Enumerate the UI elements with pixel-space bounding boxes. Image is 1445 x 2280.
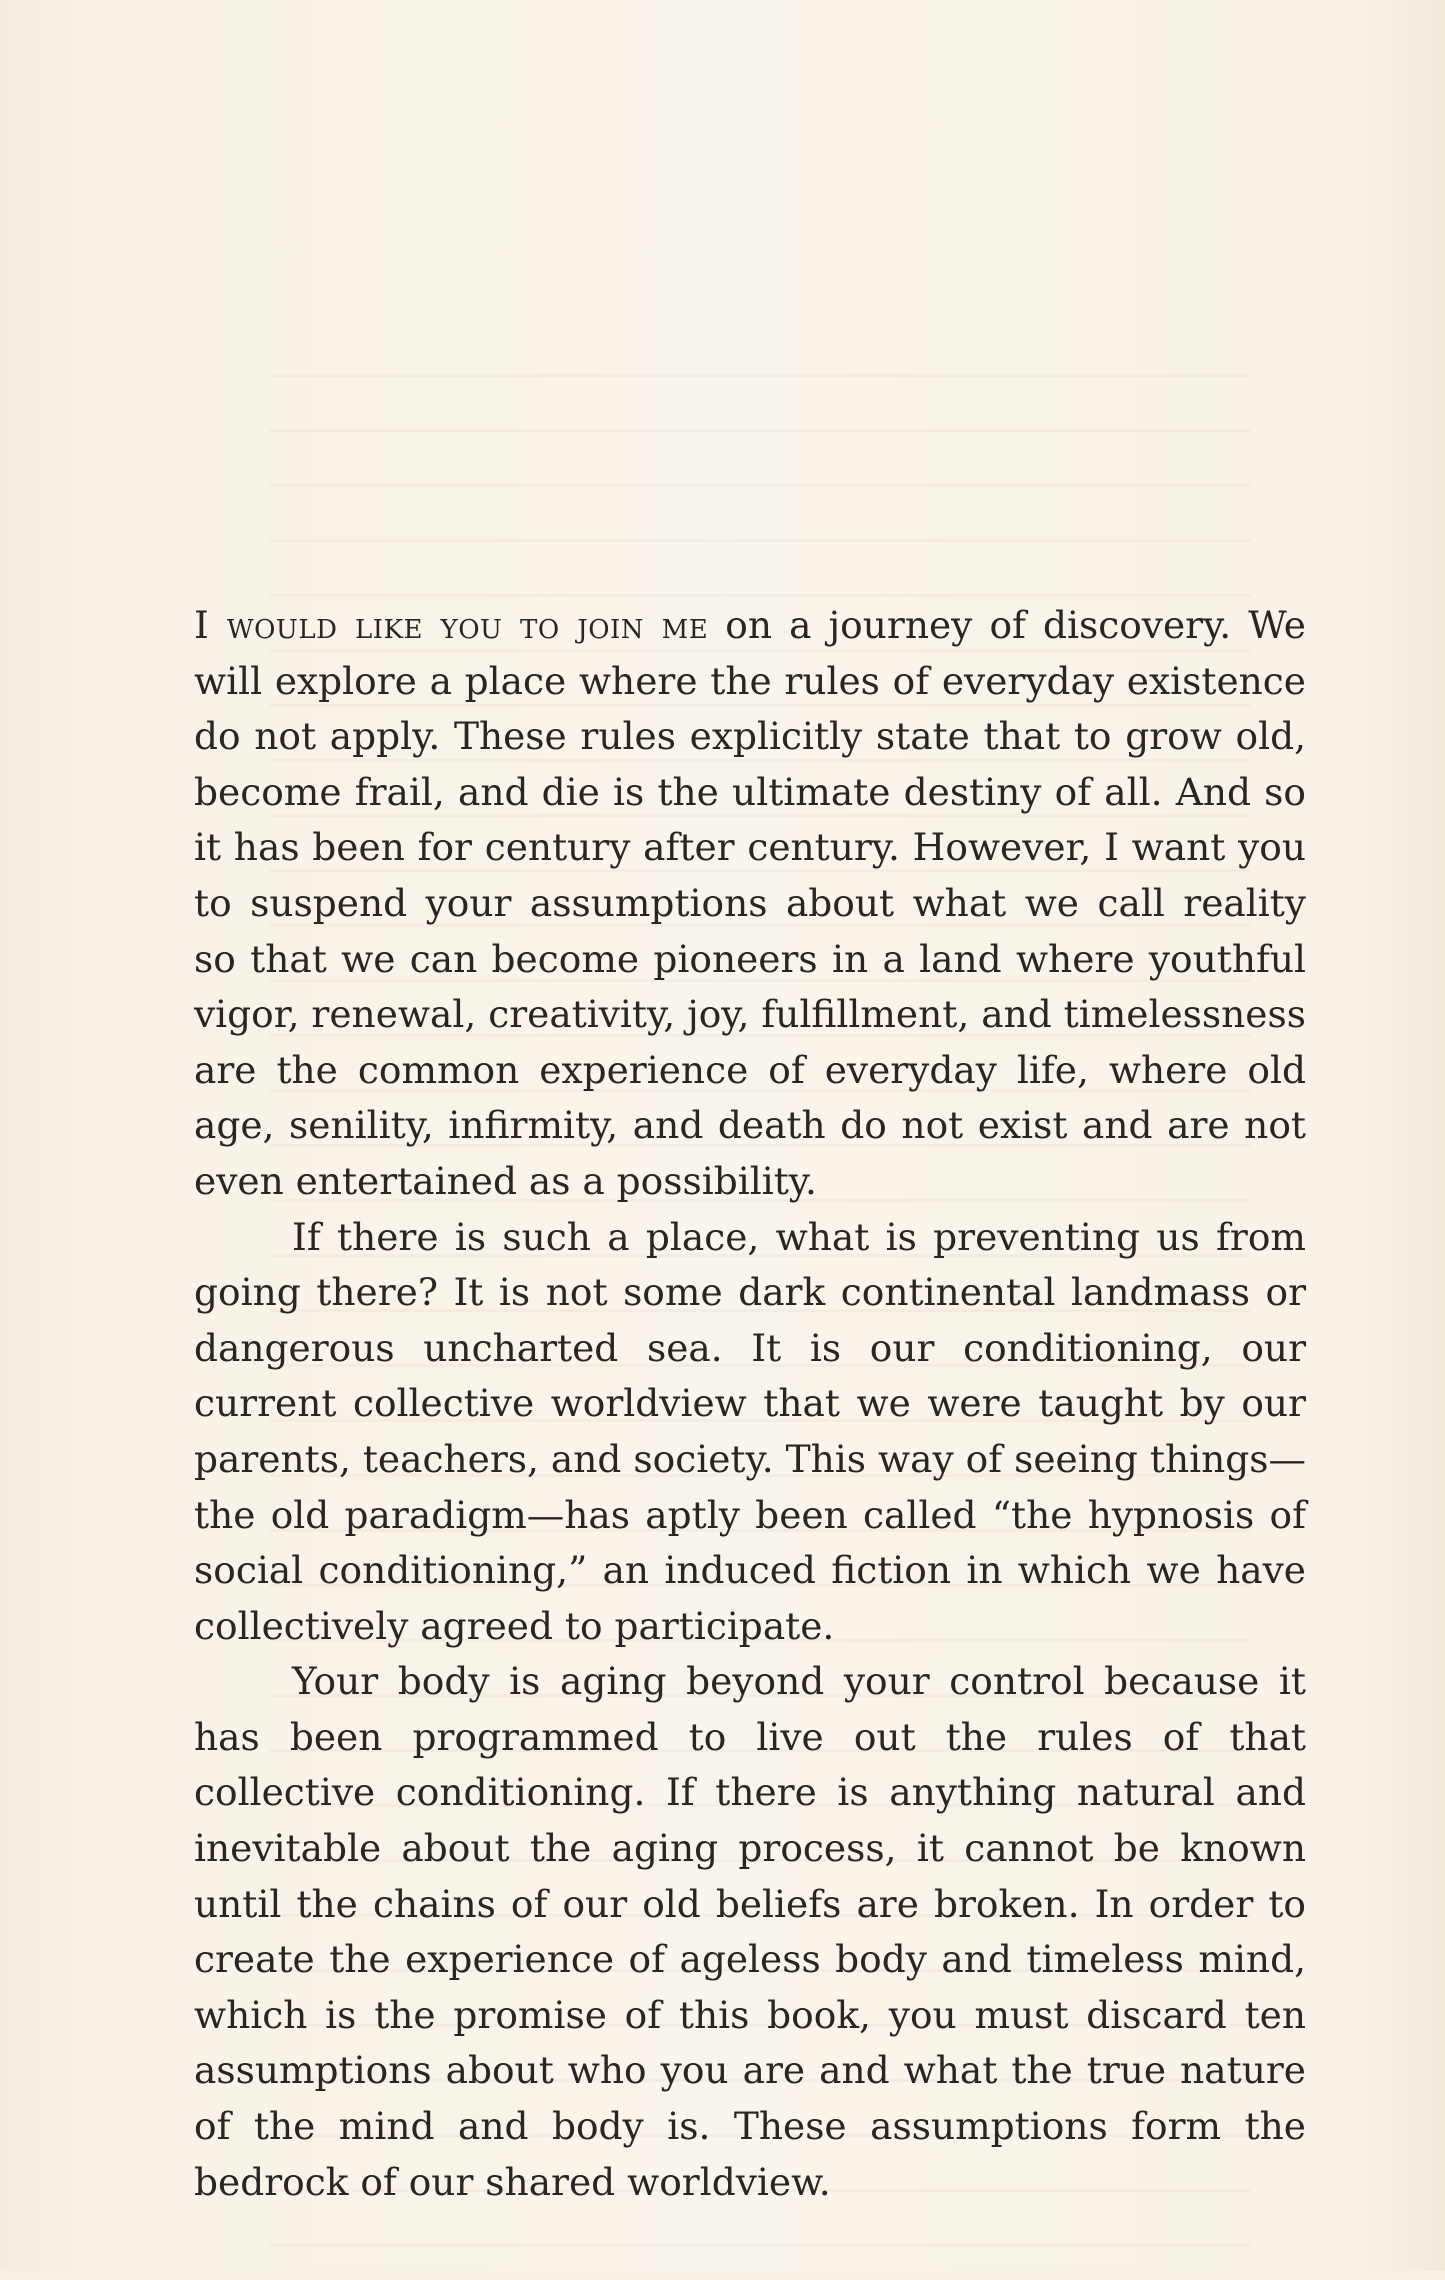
paragraph-1-text: on a journey of discovery. We will explore a place where the rules of everyday existence do not apply. These rules explicitly state that to grow old, become frail, and die is the ultimate destiny of all. And so it has been for century after century. However, I want you to suspend your assumptions about what we call reality so that we can become pioneers in a land where youthful vigor, renewal, creativity, joy, fulfillment, and timelessness are the common experience of everyday life, where old age, senility, infirmity, and death do not exist and are not even entertained as a possibility. [194,603,1306,1203]
opening-smallcaps: I would like you to join me [194,603,709,647]
body-text [194,598,1306,2210]
paragraph-3: Your body is aging beyond your control because it has been programmed to live out the rules of that collective conditioning. If there is anything natural and inevitable about the aging process, it cannot be known until the chains of our old beliefs are broken. In order to create the experience of ageless body and timeless mind, which is the promise of this book, you must discard ten assumptions about who you are and what the true nature of the mind and body is. These assumptions form the bedrock of our shared worldview. [194,1659,1306,2204]
paragraph-1 [194,598,1306,1210]
paragraph-2: If there is such a place, what is preventing us from going there? It is not some dark continental landmass or dangerous uncharted sea. It is our conditioning, our current collective worldview that we were taught by our parents, teachers, and society. This way of seeing things—the old paradigm—has aptly been called “the hypnosis of social conditioning,” an induced fiction in which we have collectively agreed to participate. [194,1214,1306,1648]
